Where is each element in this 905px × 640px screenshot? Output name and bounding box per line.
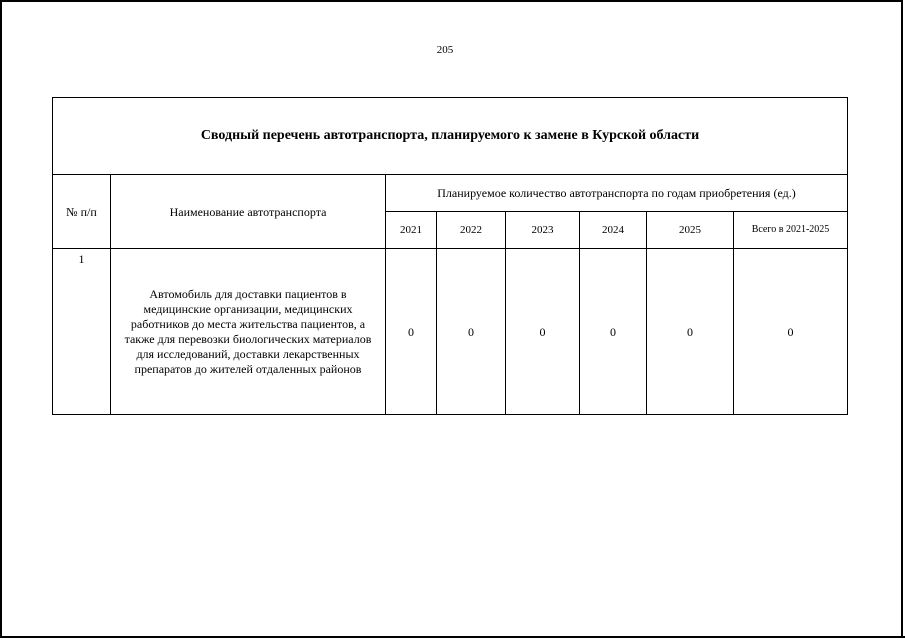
page-number: 205 <box>436 44 454 56</box>
row-vehicle-name: Автомобиль для доставки пациентов в медицинские организации, медицинских работников до места жительства пациентов, а также для перевозки биологических материалов для исследований, доставки лекарственных препаратов до жителей отдаленных районов <box>111 249 386 415</box>
header-row-1 <box>53 175 848 212</box>
header-year-2023: 2023 <box>506 212 580 249</box>
transport-table <box>52 97 848 415</box>
title-row <box>53 98 848 175</box>
header-year-2024: 2024 <box>580 212 647 249</box>
header-name: Наименование автотранспорта <box>111 175 386 249</box>
table-title: Сводный перечень автотранспорта, планируемого к замене в Курской области <box>53 98 848 175</box>
row-value-2023: 0 <box>506 249 580 415</box>
header-number: № п/п <box>53 175 111 249</box>
header-planned-quantity: Планируемое количество автотранспорта по годам приобретения (ед.) <box>386 175 848 212</box>
row-value-2024: 0 <box>580 249 647 415</box>
row-number: 1 <box>53 249 111 415</box>
row-value-2021: 0 <box>386 249 437 415</box>
row-value-2022: 0 <box>437 249 506 415</box>
row-value-2025: 0 <box>647 249 734 415</box>
header-total: Всего в 2021-2025 <box>734 212 848 249</box>
header-year-2022: 2022 <box>437 212 506 249</box>
row-value-total: 0 <box>734 249 848 415</box>
header-year-2025: 2025 <box>647 212 734 249</box>
header-year-2021: 2021 <box>386 212 437 249</box>
page-bottom-rule <box>0 636 905 638</box>
table-row <box>53 249 848 415</box>
